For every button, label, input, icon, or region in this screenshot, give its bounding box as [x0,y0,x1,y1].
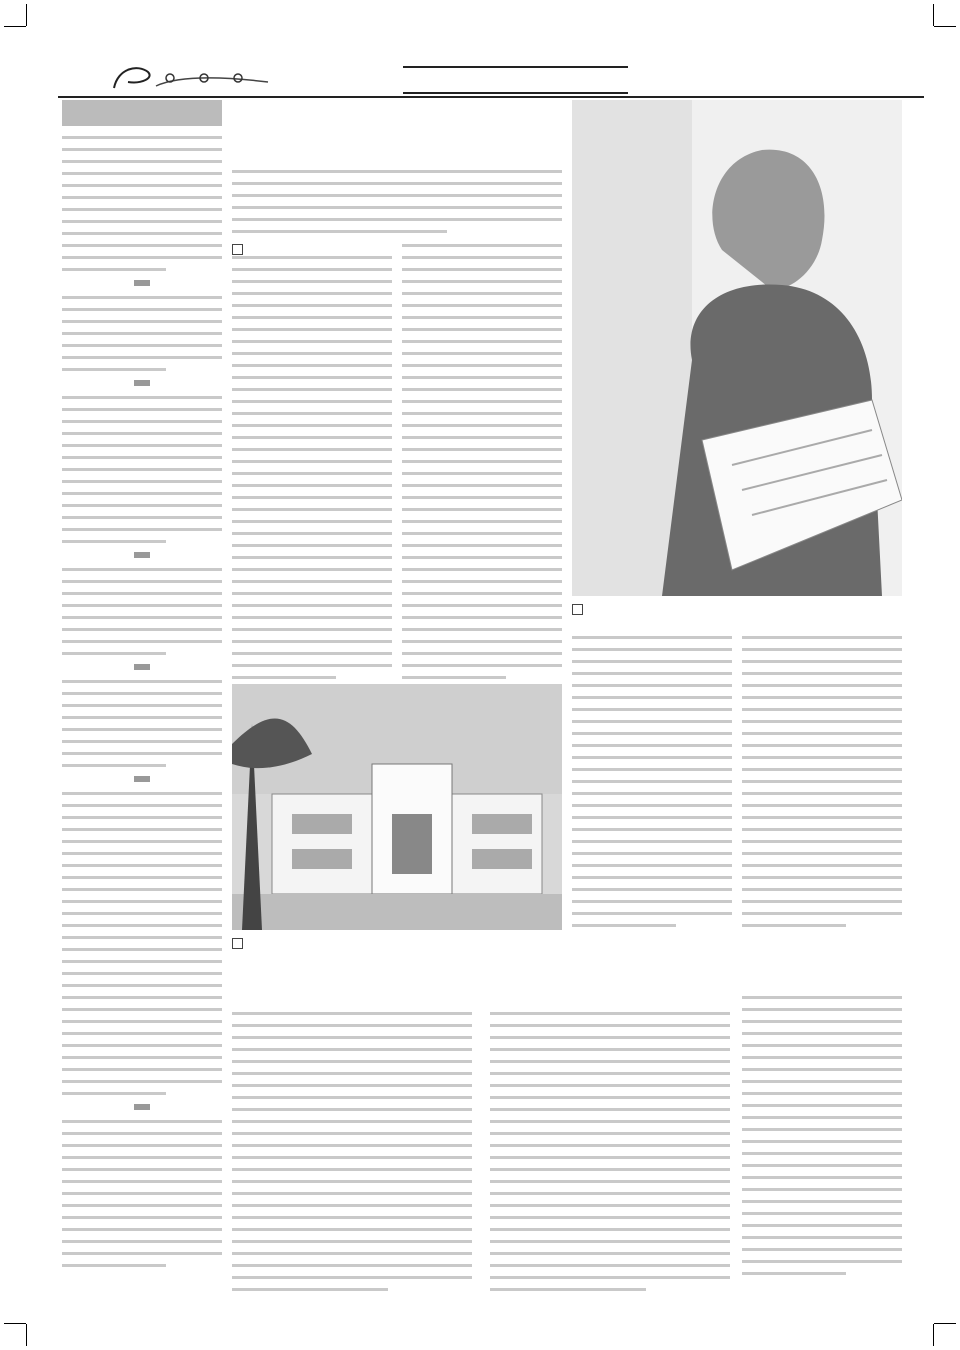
divider-mark [134,664,150,670]
divider-mark [134,552,150,558]
article-column [232,1012,472,1290]
divider-mark [134,776,150,782]
article-column [232,256,392,676]
paletta-logo [108,62,278,92]
photo-caption [572,600,902,614]
news-heading [62,100,222,126]
crop-mark [4,26,26,27]
crop-mark [933,1324,934,1346]
camera-icon [232,938,243,949]
article-column [490,1012,730,1290]
article-column [742,636,902,936]
news-text [62,136,222,1267]
news-column [62,100,222,1290]
crop-mark [934,26,956,27]
article-column [402,244,562,664]
photo-library-building [232,684,562,930]
section-tab [403,66,628,94]
divider-mark [134,280,150,286]
header-rule [58,96,924,98]
photo-caption [232,934,562,948]
crop-mark [4,1323,26,1324]
photo-man-reading [572,100,902,596]
divider-mark [134,1104,150,1110]
camera-icon [572,604,583,615]
article-column [572,636,732,936]
crop-mark [26,1324,27,1346]
crop-mark [26,4,27,26]
main-article-intro [232,170,562,242]
author-tag [232,240,322,252]
crop-mark [933,4,934,26]
pen-icon [232,244,243,255]
crop-mark [934,1323,956,1324]
page-header [58,62,924,96]
divider-mark [134,380,150,386]
article-column [742,996,902,1286]
